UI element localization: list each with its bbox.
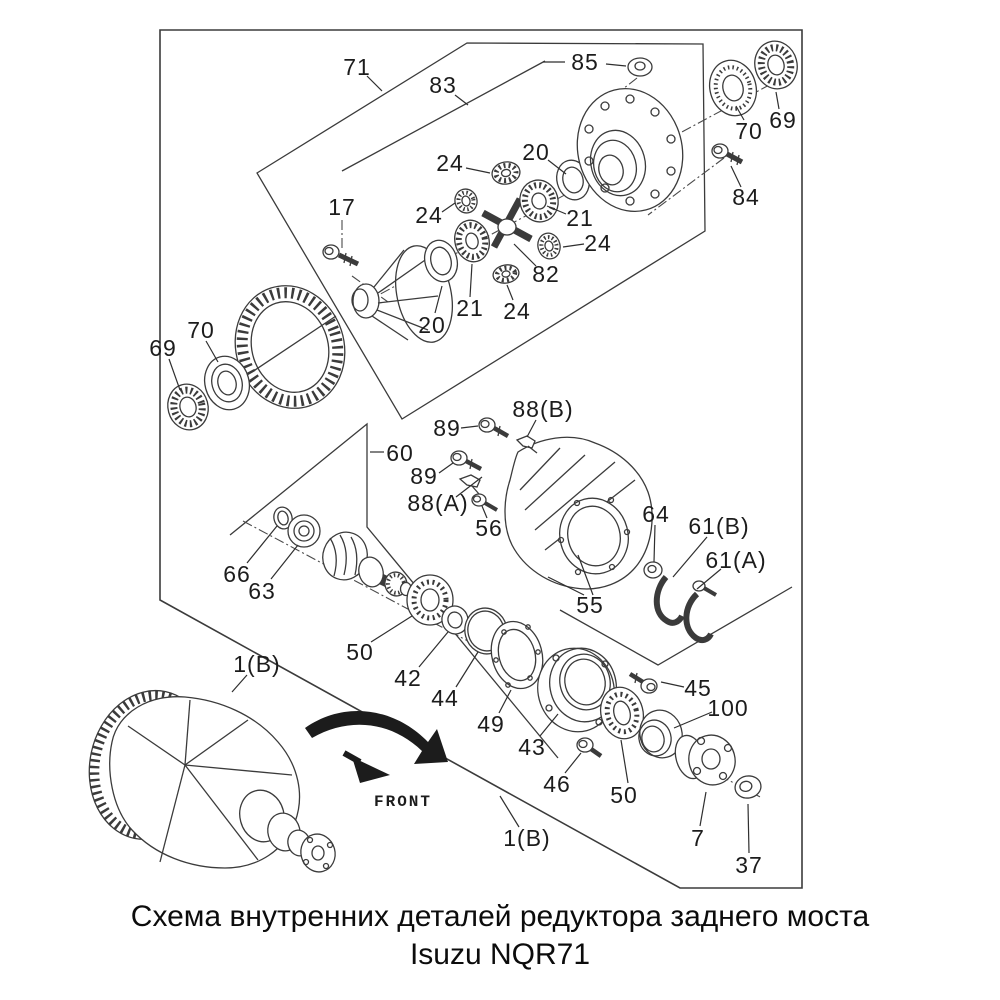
callout-88B: 88(B) xyxy=(512,396,574,422)
callout-100: 100 xyxy=(707,695,749,721)
callout-1B-top: 1(B) xyxy=(233,651,281,677)
caption-line-1: Схема внутренних деталей редуктора заднего моста xyxy=(130,900,870,933)
bearing-flange-83 xyxy=(564,77,697,224)
nut-85 xyxy=(628,58,652,76)
callout-61B: 61(B) xyxy=(688,513,750,539)
callout-71: 71 xyxy=(343,54,371,80)
callout-46: 46 xyxy=(543,771,571,797)
callout-7: 7 xyxy=(691,825,705,851)
callout-21-a: 21 xyxy=(456,295,484,321)
front-direction-label: FRONT xyxy=(373,793,433,811)
washer-64 xyxy=(644,562,662,578)
callout-89-upper: 89 xyxy=(433,415,461,441)
callout-1B-bottom: 1(B) xyxy=(503,825,551,851)
carrier-housing-55 xyxy=(505,437,652,589)
rotation-arrow xyxy=(305,711,448,764)
washer-24-upper-left xyxy=(452,187,479,216)
callout-50-rear: 50 xyxy=(610,782,638,808)
callout-56: 56 xyxy=(475,515,503,541)
callout-63: 63 xyxy=(248,578,276,604)
pinion-gear-24-bottom xyxy=(492,263,521,285)
callout-24-d: 24 xyxy=(503,298,531,324)
clip-61A-with-stud xyxy=(686,581,716,640)
callout-42: 42 xyxy=(394,665,422,691)
bearing-63 xyxy=(288,515,320,547)
callout-66: 66 xyxy=(223,561,251,587)
callout-20-b: 20 xyxy=(522,139,550,165)
lock-washer-69-right xyxy=(750,36,803,93)
callout-70-right: 70 xyxy=(735,118,763,144)
callout-69-right: 69 xyxy=(769,107,797,133)
bolt-56 xyxy=(472,494,497,510)
callout-24-c: 24 xyxy=(584,230,612,256)
drive-pinion xyxy=(316,526,411,599)
side-gear-21-right xyxy=(515,176,563,226)
callout-83: 83 xyxy=(429,72,457,98)
callout-85: 85 xyxy=(571,49,599,75)
bolt-84 xyxy=(712,144,742,165)
pinion-gear-24-top xyxy=(490,160,521,187)
callout-17: 17 xyxy=(328,194,356,220)
callout-43: 43 xyxy=(518,734,546,760)
callout-84: 84 xyxy=(732,184,760,210)
callout-60: 60 xyxy=(386,440,414,466)
caption xyxy=(131,900,870,971)
callout-55: 55 xyxy=(576,592,604,618)
callout-69-left: 69 xyxy=(149,335,177,361)
callout-64: 64 xyxy=(642,501,670,527)
callout-88A: 88(A) xyxy=(407,490,469,516)
callout-20-a: 20 xyxy=(418,312,446,338)
callout-70-left: 70 xyxy=(187,317,215,343)
assembled-final-drive xyxy=(76,679,340,876)
clip-61B xyxy=(657,577,682,623)
bearing-70-right xyxy=(704,55,763,121)
callout-61A: 61(A) xyxy=(705,547,767,573)
callout-45: 45 xyxy=(684,675,712,701)
washer-24-right xyxy=(535,231,563,262)
callout-37: 37 xyxy=(735,852,763,878)
callout-50-front: 50 xyxy=(346,639,374,665)
bolt-89-lower xyxy=(451,451,481,469)
callout-89-lower: 89 xyxy=(410,463,438,489)
bolt-89-upper xyxy=(479,418,508,436)
caption-line-2: Isuzu NQR71 xyxy=(409,938,591,971)
bolt-17 xyxy=(323,245,358,266)
callout-24-b: 24 xyxy=(415,202,443,228)
callout-24-a: 24 xyxy=(436,150,464,176)
callout-21-b: 21 xyxy=(566,205,594,231)
front-arrow-icon xyxy=(344,753,390,783)
companion-flange-7 xyxy=(671,730,741,790)
callout-82: 82 xyxy=(532,261,560,287)
bolt-45 xyxy=(630,673,657,693)
callout-49: 49 xyxy=(477,711,505,737)
callout-44: 44 xyxy=(431,685,459,711)
